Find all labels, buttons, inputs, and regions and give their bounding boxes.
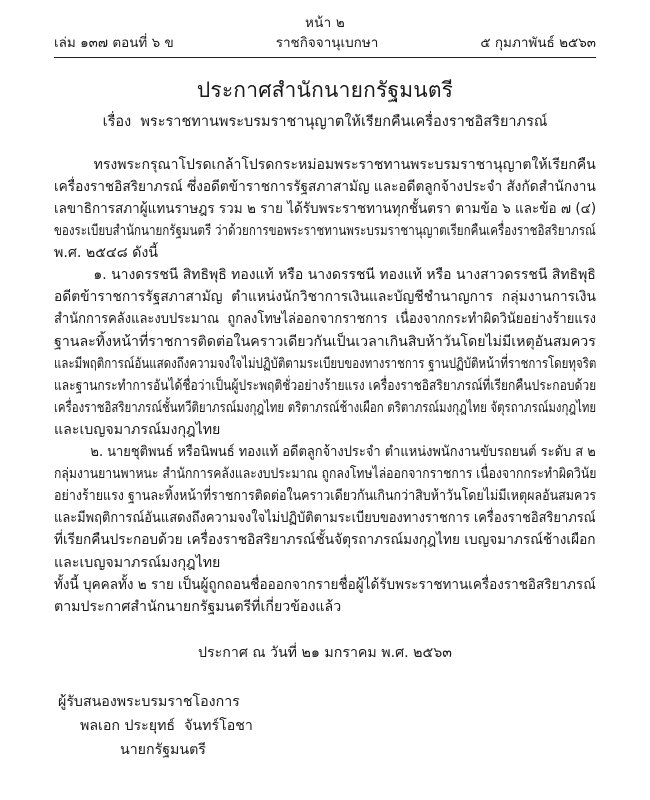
item-2-line-5: ที่เรียกคืนประกอบด้วย เครื่องราชอิสริยาภรณ์ชั้นจัตุรถาภรณ์มงกุฎไทย เบญจมาภรณ์ช้างเผือก (54, 532, 596, 549)
closing-paragraph (54, 574, 596, 618)
item-2-line-4: และมีพฤติการณ์อันแสดงถึงความจงใจไม่ปฏิบัติตามระเบียบของทางราชการ เครื่องราชอิสริยาภรณ์ (54, 510, 596, 527)
preamble-line-5: พ.ศ. ๒๕๔๘ ดังนี้ (54, 245, 159, 262)
running-head (54, 0, 596, 57)
page-subtitle: เรื่อง พระราชทานพระบรมราชานุญาตให้เรียกคืนเครื่องราชอิสริยาภรณ์ (102, 113, 548, 130)
item-1-line-7: เครื่องราชอิสริยาภรณ์ชั้นทวีติยาภรณ์มงกุฎไทย ตริตาภรณ์ช้างเผือก ตริตาภรณ์มงกุฎไทย จัตุรถาภรณ์มงกุฎไทย (54, 399, 597, 416)
page-number-label: หน้า ๒ (305, 15, 345, 31)
item-1-line-3: สำนักการคลังและงบประมาณ ถูกลงโทษไล่ออกจากราชการ เนื่องจากกระทำผิดวินัยอย่างร้ายแรง (54, 311, 597, 328)
page-title: ประกาศสำนักนายกรัฐมนตรี (196, 78, 454, 103)
closing-line-1: ทั้งนี้ บุคคลทั้ง ๒ ราย เป็นผู้ถูกถอนชื่อออกจากรายชื่อผู้ได้รับพระราชทานเครื่องราชอิสริยาภรณ์ (54, 576, 596, 593)
preamble-line-4: ของระเบียบสำนักนายกรัฐมนตรี ว่าด้วยการขอพระราชทานพระบรมราชานุญาตเรียกคืนเครื่องราชอิสริยาภรณ์ (54, 223, 596, 240)
item-1-line-1: ๑. นางดรรชนี สิทธิพุธิ ทองแท้ หรือ นางดรรชนี ทองแท้ หรือ นางสาวดรรชนี สิทธิพุธิ (93, 267, 596, 284)
list-item-1 (54, 264, 596, 441)
item-2-line-2: กลุ่มงานยานพาหนะ สำนักการคลังและงบประมาณ ถูกลงโทษไล่ออกจากราชการ เนื่องจากกระทำผิดวินัย (54, 466, 597, 483)
promulgation-dateline: ประกาศ ณ วันที่ ๒๑ มกราคม พ.ศ. ๒๕๖๓ (198, 644, 452, 661)
title-block (54, 58, 596, 134)
preamble-line-2: เครื่องราชอิสริยาภรณ์ ซึ่งอดีตข้าราชการรัฐสภาสามัญ และอดีตลูกจ้างประจำ สังกัดสำนักงาน (54, 178, 596, 195)
preamble-line-1: ทรงพระกรุณาโปรดเกล้าโปรดกระหม่อมพระราชทานพระบรมราชานุญาตให้เรียกคืน (93, 156, 596, 173)
closing-line-2: ตามประกาศสำนักนายกรัฐมนตรีที่เกี่ยวข้องแล้ว (54, 598, 342, 615)
item-2-line-1: ๒. นายชุติพนธ์ หรือนิพนธ์ ทองแท้ อดีตลูกจ้างประจำ ตำแหน่งพนักงานขับรถยนต์ ระดับ ส ๒ (90, 444, 596, 461)
volume-issue-label: เล่ม ๑๓๗ ตอนที่ ๖ ข (54, 34, 174, 51)
gazette-name-label: ราชกิจจานุเบกษา (275, 34, 379, 51)
item-1-line-6: และฐานกระทำการอันได้ชื่อว่าเป็นผู้ประพฤติชั่วอย่างร้ายแรง เครื่องราชอิสริยาภรณ์ที่เรียกคืนประกอบด้วย (54, 377, 597, 394)
item-1-line-8: และเบญจมาภรณ์มงกุฎไทย (54, 421, 221, 438)
item-2-line-3: อย่างร้ายแรง ฐานละทิ้งหน้าที่ราชการติดต่อในคราวเดียวกันเกินกว่าสิบห้าวันโดยไม่มีเหตุผลอันสมควร (54, 488, 597, 505)
item-1-line-5: และมีพฤติการณ์อันแสดงถึงความจงใจไม่ปฏิบัติตามระเบียบของทางราชการ ฐานปฏิบัติหน้าที่ราชการโดยทุจริต (54, 355, 597, 372)
list-item-2 (54, 441, 596, 574)
countersign-label: ผู้รับสนองพระบรมราชโองการ (58, 693, 240, 710)
running-head-row (54, 34, 596, 58)
signatory-position: นายกรัฐมนตรี (120, 741, 206, 758)
item-2-line-6: และเบญจมาภรณ์มงกุฎไทย (54, 554, 221, 571)
preamble-line-3: เลขาธิการสภาผู้แทนราษฎร รวม ๒ ราย ได้รับพระราชทานทุกชั้นตรา ตามข้อ ๖ และข้อ ๗ (๔) (54, 201, 597, 217)
document-body (54, 134, 596, 618)
signatory-name: พลเอก ประยุทธ์ จันทร์โอชา (80, 717, 253, 734)
item-1-line-2: อดีตข้าราชการรัฐสภาสามัญ ตำแหน่งนักวิชาการเงินและบัญชีชำนาญการ กลุ่มงานการเงิน (54, 289, 596, 306)
preamble-paragraph (54, 154, 596, 264)
item-1-line-4: ฐานละทิ้งหน้าที่ราชการติดต่อในคราวเดียวกันเป็นเวลาเกินสิบห้าวันโดยไม่มีเหตุอันสมควร (54, 333, 596, 350)
signature-block (54, 664, 596, 761)
publication-date-label: ๕ กุมภาพันธ์ ๒๕๖๓ (480, 34, 596, 51)
